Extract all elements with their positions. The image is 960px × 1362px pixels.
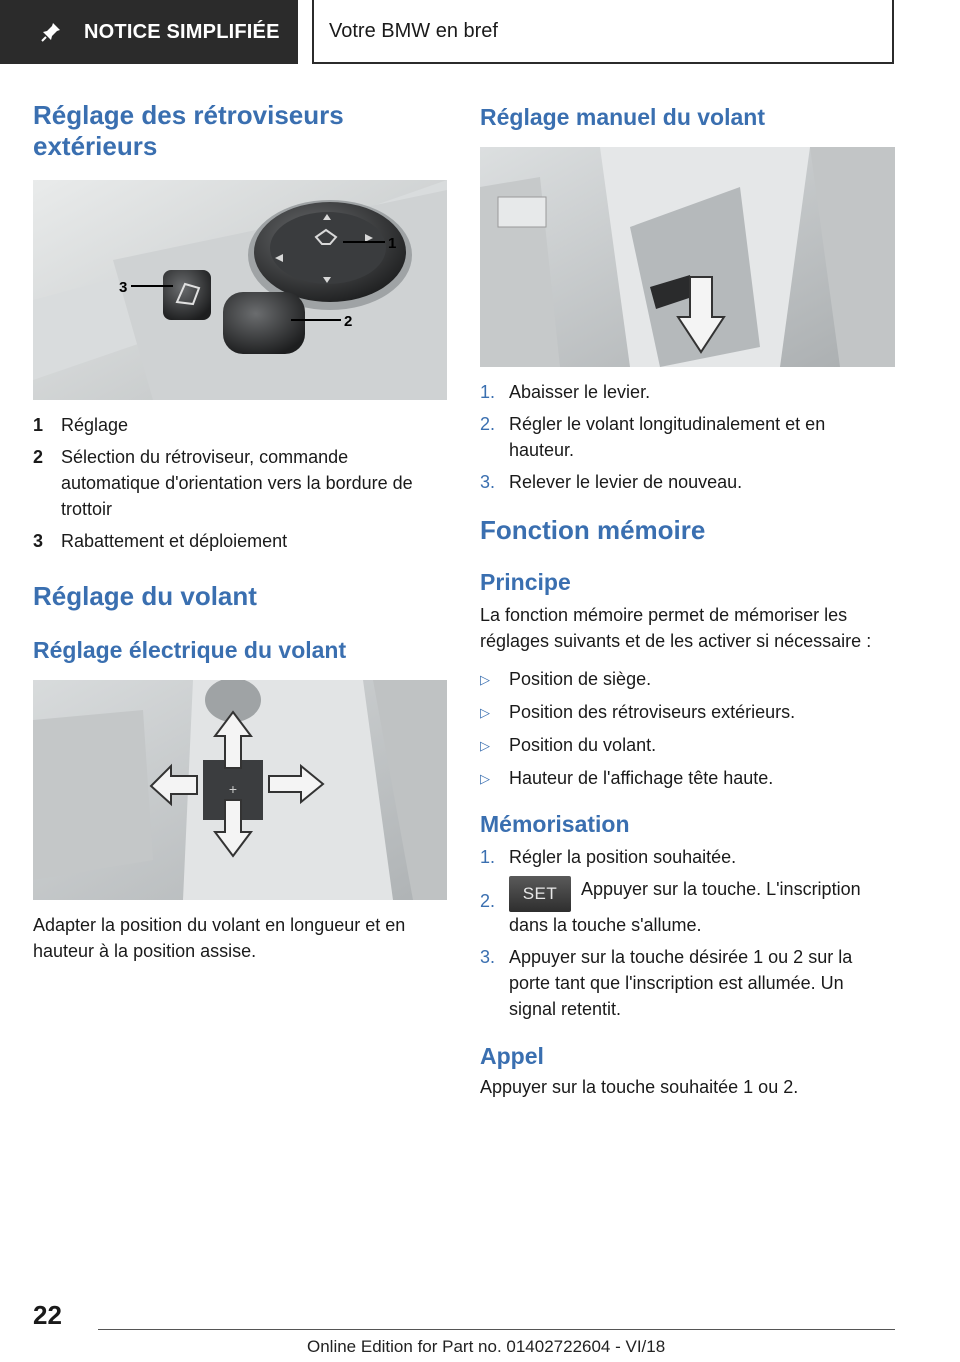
list-item <box>33 412 447 438</box>
item-text: Hauteur de l'affichage tête haute. <box>509 768 774 788</box>
recall-text: Appuyer sur la touche souhaitée 1 ou 2. <box>480 1077 799 1097</box>
item-text: Rabattement et déploiement <box>61 531 288 551</box>
section-tab <box>0 0 298 64</box>
mirrors-title: Réglage des rétroviseurs extérieurs <box>33 100 344 161</box>
list-item <box>480 765 895 792</box>
list-item <box>480 876 895 938</box>
right-column <box>480 100 895 1100</box>
list-item <box>33 444 447 522</box>
triangle-bullet-icon: ▷ <box>480 705 490 720</box>
list-item <box>33 528 447 554</box>
item-text: Sélection du rétroviseur, commande automatique d'orientation vers la bordure de trottoir <box>61 447 413 519</box>
principle-title: Principe <box>480 569 571 595</box>
footer-divider <box>98 1329 895 1330</box>
chapter-tab <box>312 0 894 64</box>
step-text: Régler le volant longitudinalement et en hauteur. <box>509 414 826 460</box>
mirror-legend-list <box>33 412 447 554</box>
step-number: 1. <box>480 382 496 402</box>
item-text: Réglage <box>61 415 129 435</box>
electric-steering-figure <box>33 680 447 900</box>
step-number: 2. <box>480 891 496 911</box>
step-text: Relever le levier de nouveau. <box>509 472 743 492</box>
item-text: Position du volant. <box>509 735 657 755</box>
step-number: 3. <box>480 472 496 492</box>
list-item <box>480 844 895 870</box>
page-header <box>0 0 960 66</box>
steering-title: Réglage du volant <box>33 581 257 611</box>
step-number: 1. <box>480 847 496 867</box>
callout-3: 3 <box>119 279 128 296</box>
manual-steering-title: Réglage manuel du volant <box>480 104 765 130</box>
list-item <box>480 469 895 495</box>
manual-steering-figure <box>480 147 895 367</box>
page-number: 22 <box>33 1300 62 1330</box>
recall-title: Appel <box>480 1043 544 1069</box>
callout-2: 2 <box>344 313 353 330</box>
list-item <box>480 666 895 693</box>
list-item <box>480 944 895 1022</box>
manual-steps-list <box>480 379 895 495</box>
step-text: Appuyer sur la touche. L'inscription dans la touche s'allume. <box>509 879 861 935</box>
triangle-bullet-icon: ▷ <box>480 738 490 753</box>
memory-title: Fonction mémoire <box>480 515 706 545</box>
item-text: Position de siège. <box>509 669 652 689</box>
list-item <box>480 411 895 463</box>
list-item <box>480 732 895 759</box>
callout-1: 1 <box>388 235 397 252</box>
section-label: NOTICE SIMPLIFIÉE <box>84 20 280 43</box>
list-item <box>480 699 895 726</box>
step-text: Abaisser le levier. <box>509 382 651 402</box>
step-text: Appuyer sur la touche désirée 1 ou 2 sur la porte tant que l'inscription est allumée. Un signal retentit. <box>509 947 853 1019</box>
principle-text: La fonction mémoire permet de mémoriser les réglages suivants et de les activer si nécessaire : <box>480 605 872 651</box>
svg-text:+: + <box>228 781 238 797</box>
item-number: 2 <box>33 447 44 467</box>
storing-title: Mémorisation <box>480 811 630 837</box>
step-number: 2. <box>480 414 496 434</box>
mirror-controls-figure <box>33 180 447 400</box>
principle-list <box>480 666 895 792</box>
item-text: Position des rétroviseurs extérieurs. <box>509 702 796 722</box>
pin-icon <box>40 21 62 43</box>
set-key-icon: SET <box>509 876 571 912</box>
item-number: 1 <box>33 415 44 435</box>
edition-text: Online Edition for Part no. 01402722604 - VI/18 <box>307 1337 666 1356</box>
item-number: 3 <box>33 531 44 551</box>
storing-steps-list <box>480 844 895 1022</box>
left-column <box>33 100 447 964</box>
step-text: Régler la position souhaitée. <box>509 847 737 867</box>
step-number: 3. <box>480 947 496 967</box>
step-text-wrap <box>509 876 895 938</box>
electric-steering-title: Réglage électrique du volant <box>33 637 347 663</box>
chapter-label: Votre BMW en bref <box>329 19 498 42</box>
electric-steering-text: Adapter la position du volant en longueur et en hauteur à la position assise. <box>33 915 406 961</box>
list-item <box>480 379 895 405</box>
triangle-bullet-icon: ▷ <box>480 771 490 786</box>
triangle-bullet-icon: ▷ <box>480 672 490 687</box>
